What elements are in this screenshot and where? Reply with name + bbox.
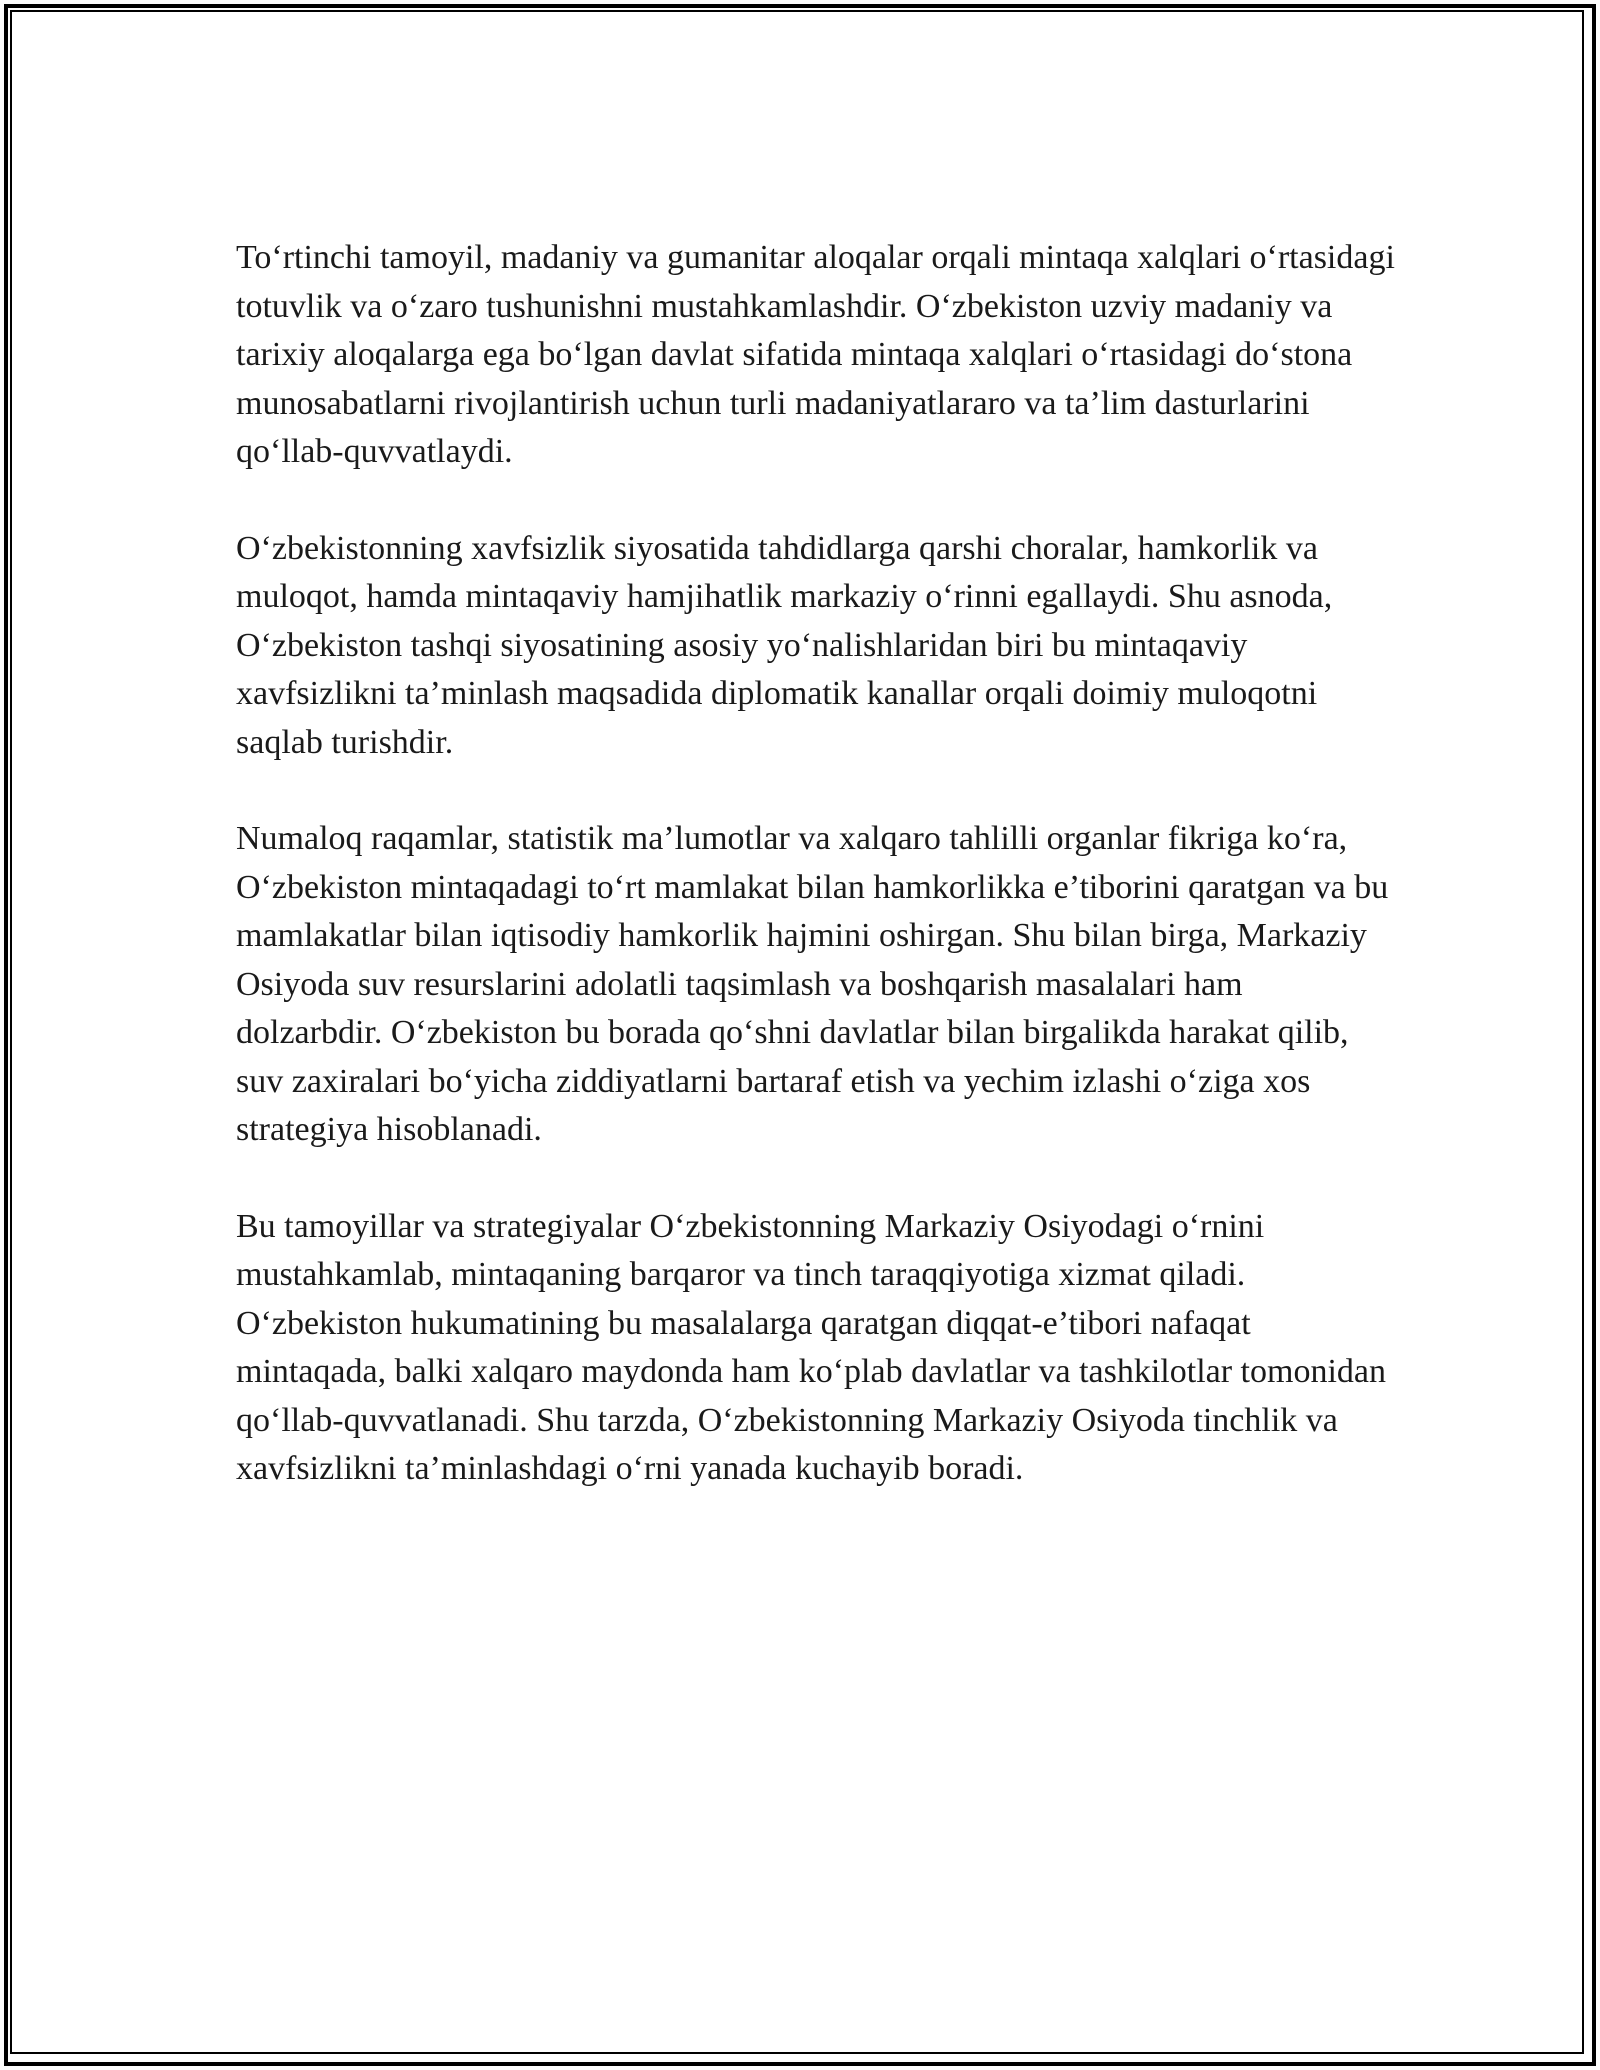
paragraph-1: To‘rtinchi tamoyil, madaniy va gumanitar aloqalar orqali mintaqa xalqlari o‘rtasidagi totuvlik va o‘zaro tushunishni mustahkamlashdir. O‘zbekiston uzviy madaniy va tarixiy aloqalarga ega bo‘lgan davlat sifatida mintaqa xalqlari o‘rtasidagi do‘stona munosabatlarni rivojlantirish uchun turli madaniyatlararo va ta’lim dasturlarini qo‘llab-quvvatlaydi. <box>236 239 1395 470</box>
paragraph-3: Numaloq raqamlar, statistik ma’lumotlar va xalqaro tahlilli organlar fikriga ko‘ra, O‘zbekiston mintaqadagi to‘rt mamlakat bilan hamkorlikka e’tiborini qaratgan va bu mamlakatlar bilan iqtisodiy hamkorlik hajmini oshirgan. Shu bilan birga, Markaziy Osiyoda suv resurslarini adolatli taqsimlash va boshqarish masalalari ham dolzarbdir. O‘zbekiston bu borada qo‘shni davlatlar bilan birgalikda harakat qilib, suv zaxiralari bo‘yicha ziddiyatlarni bartaraf etish va yechim izlashi o‘ziga xos strategiya hisoblanadi. <box>236 820 1389 1148</box>
paragraph-2: O‘zbekistonning xavfsizlik siyosatida tahdidlarga qarshi choralar, hamkorlik va muloqot, hamda mintaqaviy hamjihatlik markaziy o‘rinni egallaydi. Shu asnoda, O‘zbekiston tashqi siyosatining asosiy yo‘nalishlaridan biri bu mintaqaviy xavfsizlikni ta’minlash maqsadida diplomatik kanallar orqali doimiy muloqotni saqlab turishdir. <box>236 529 1333 761</box>
document-body <box>236 234 1396 1542</box>
paragraph-4: Bu tamoyillar va strategiyalar O‘zbekistonning Markaziy Osiyodagi o‘rnini mustahkamlab, mintaqaning barqaror va tinch taraqqiyotiga xizmat qiladi. O‘zbekiston hukumatining bu masalalarga qaratgan diqqat-e’tibori nafaqat mintaqada, balki xalqaro maydonda ham ko‘plab davlatlar va tashkilotlar tomonidan qo‘llab-quvvatlanadi. Shu tarzda, O‘zbekistonning Markaziy Osiyoda tinchlik va xavfsizlikni ta’minlashdagi o‘rni yanada kuchayib boradi. <box>236 1207 1386 1487</box>
